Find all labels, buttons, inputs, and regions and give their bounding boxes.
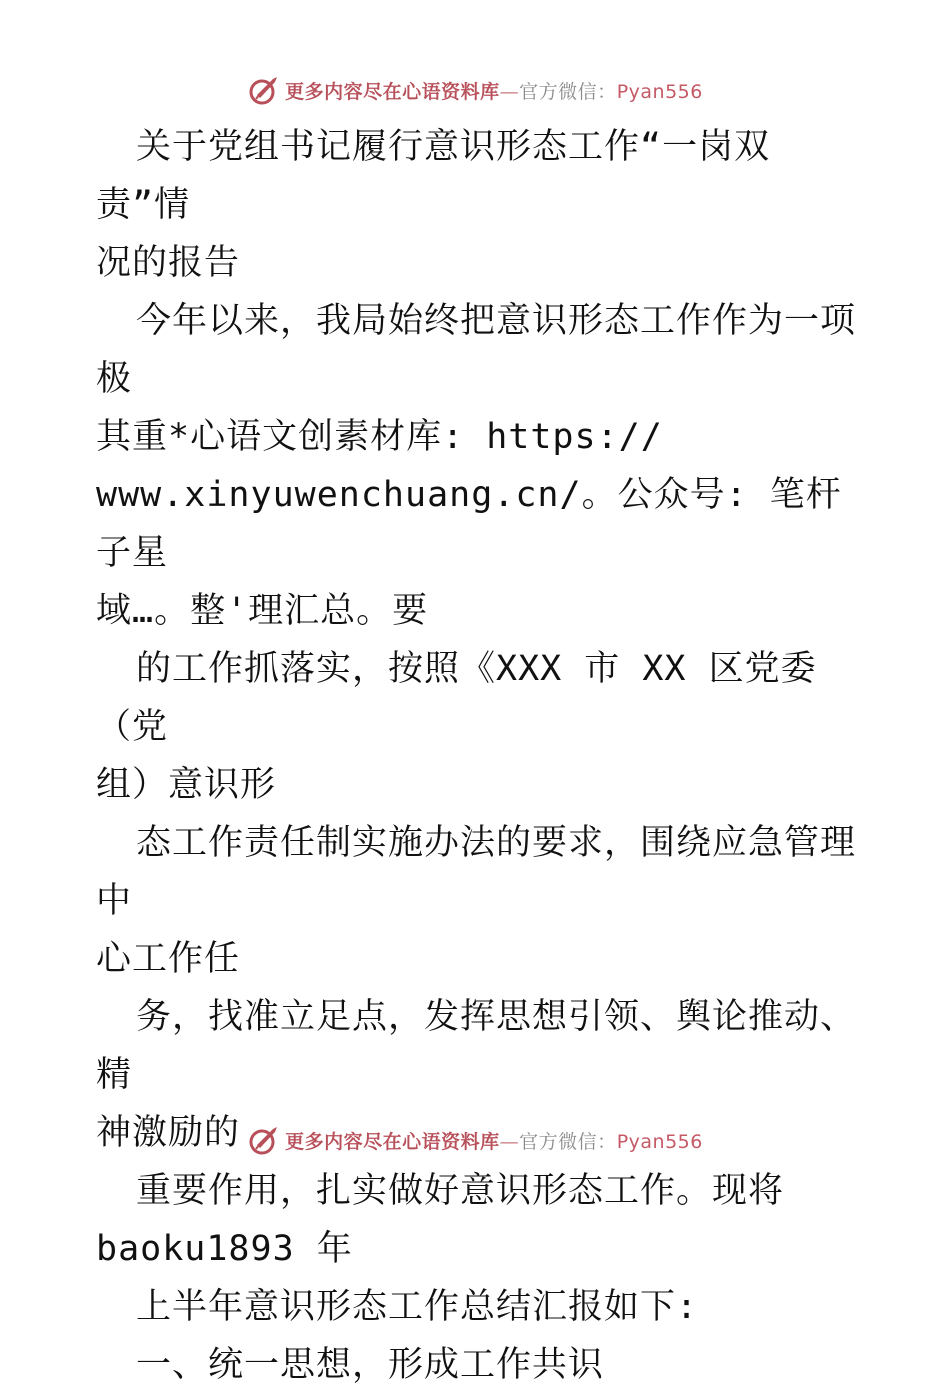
quill-logo-icon — [247, 1123, 281, 1157]
footer-watermark-banner — [0, 1120, 950, 1160]
paragraph-regulation: 的工作抓落实，按照《XXX 市 XX 区党委（党 组）意识形 — [96, 649, 817, 805]
watermark-site-name: 更多内容尽在心语资料库 — [285, 80, 500, 103]
section-heading-1: 一、统一思想，形成工作共识 — [136, 1345, 605, 1385]
watermark-text — [285, 77, 703, 104]
watermark-dash: — — [499, 1130, 520, 1153]
watermark-wechat-label: 官方微信： — [519, 1130, 617, 1153]
watermark-wechat-id: Pyan556 — [616, 80, 703, 103]
document-title: 关于党组书记履行意识形态工作“一岗双责”情 况的报告 — [96, 127, 771, 283]
watermark-dash: — — [499, 80, 520, 103]
watermark-wechat-id: Pyan556 — [616, 1130, 703, 1153]
watermark-wechat-label: 官方微信： — [519, 80, 617, 103]
paragraph-summary-intro: 上半年意识形态工作总结汇报如下: — [136, 1287, 699, 1327]
document-body — [96, 118, 856, 1394]
quill-logo-icon — [247, 73, 281, 107]
paragraph-intro: 今年以来，我局始终把意识形态工作作为一项极 其重*心语文创素材库: https:// www.xinyuwenchuang.cn/。公众号: 笔杆子星 域…。整'理汇总。要 — [96, 301, 857, 631]
paragraph-tasks: 务，找准立足点，发挥思想引领、舆论推动、精 神激励的 — [96, 997, 857, 1153]
watermark-site-name: 更多内容尽在心语资料库 — [285, 1130, 500, 1153]
watermark-text — [285, 1127, 703, 1154]
header-watermark-banner — [0, 70, 950, 110]
paragraph-report: 重要作用，扎实做好意识形态工作。现将 baoku1893 年 — [96, 1171, 785, 1269]
paragraph-responsibility: 态工作责任制实施办法的要求，围绕应急管理中 心工作任 — [96, 823, 857, 979]
